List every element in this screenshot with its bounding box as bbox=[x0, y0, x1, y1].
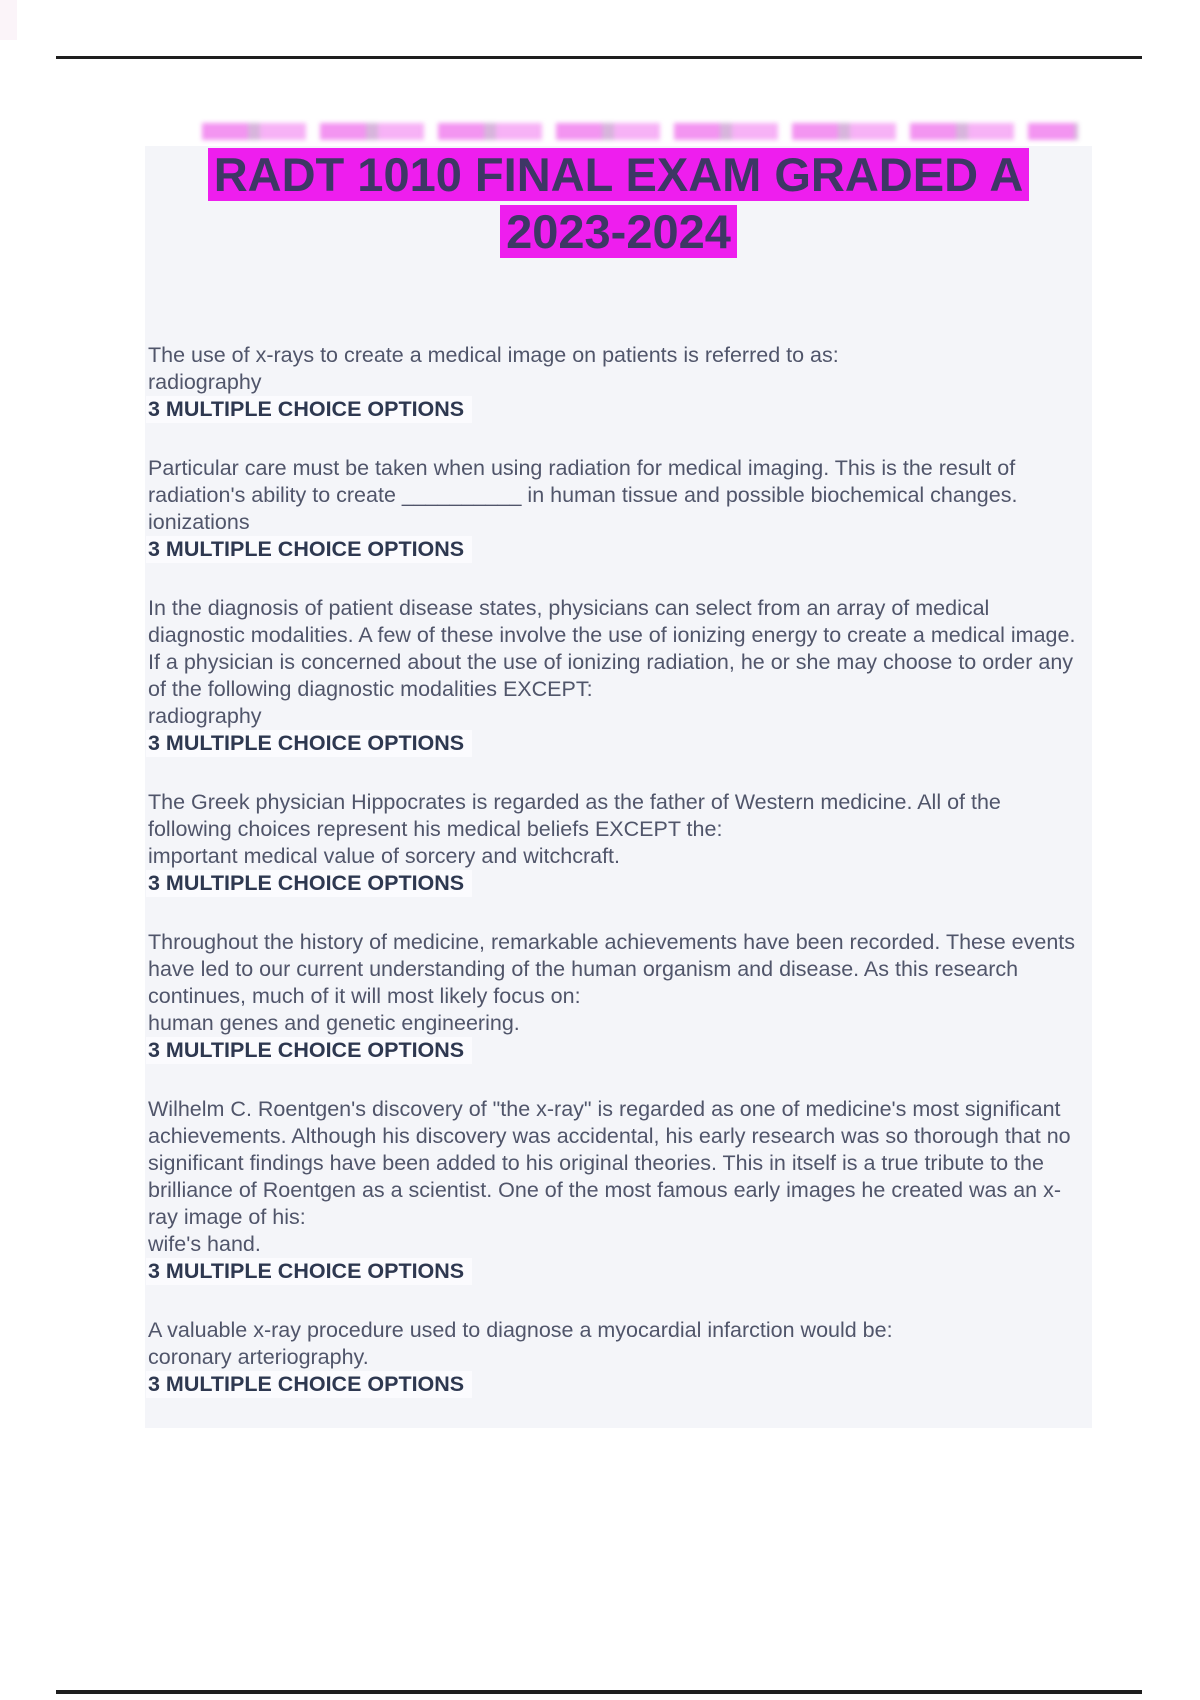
question-text: Throughout the history of medicine, remarkable achievements have been recorded. These events have led to our current understanding of the human organism and disease. As this research continues, much of it will most likely focus on: bbox=[148, 930, 1076, 1008]
options-label-row bbox=[148, 730, 1088, 757]
answer-text: ionizations bbox=[148, 510, 250, 534]
qa-item bbox=[148, 1317, 1088, 1398]
qa-item bbox=[148, 1096, 1088, 1285]
qa-item bbox=[148, 595, 1088, 757]
options-label-row bbox=[148, 536, 1088, 563]
qa-item bbox=[148, 929, 1088, 1064]
answer-text: coronary arteriography. bbox=[148, 1345, 369, 1369]
options-count-label: 3 MULTIPLE CHOICE OPTIONS bbox=[146, 1371, 472, 1398]
question-text: The use of x-rays to create a medical image on patients is referred to as: bbox=[148, 343, 839, 367]
question-text: A valuable x-ray procedure used to diagnose a myocardial infarction would be: bbox=[148, 1318, 893, 1342]
document-title bbox=[145, 146, 1092, 260]
answer-text: wife's hand. bbox=[148, 1232, 261, 1256]
answer-text: radiography bbox=[148, 704, 262, 728]
options-label-row bbox=[148, 870, 1088, 897]
options-label-row bbox=[148, 1371, 1088, 1398]
question-text: Particular care must be taken when using radiation for medical imaging. This is the result of radiation's ability to create __________ in human tissue and possible biochemical changes. bbox=[148, 456, 1018, 507]
scan-corner-artifact bbox=[0, 0, 17, 40]
options-count-label: 3 MULTIPLE CHOICE OPTIONS bbox=[146, 730, 472, 757]
options-count-label: 3 MULTIPLE CHOICE OPTIONS bbox=[146, 870, 472, 897]
options-count-label: 3 MULTIPLE CHOICE OPTIONS bbox=[146, 1037, 472, 1064]
qa-item bbox=[148, 789, 1088, 897]
qa-list bbox=[145, 342, 1092, 1398]
top-horizontal-rule bbox=[56, 56, 1142, 59]
options-label-row bbox=[148, 1037, 1088, 1064]
options-count-label: 3 MULTIPLE CHOICE OPTIONS bbox=[146, 536, 472, 563]
options-label-row bbox=[148, 1258, 1088, 1285]
content-panel bbox=[145, 146, 1092, 1428]
options-count-label: 3 MULTIPLE CHOICE OPTIONS bbox=[146, 396, 472, 423]
document-title-line-2: 2023-2024 bbox=[145, 203, 1092, 260]
options-label-row bbox=[148, 396, 1088, 423]
qa-item bbox=[148, 342, 1088, 423]
question-text: In the diagnosis of patient disease states, physicians can select from an array of medical diagnostic modalities. A few of these involve the use of ionizing energy to create a medical image. If a physician is concerned about the use of ionizing radiation, he or she may choose to order any of the following diagnostic modalities EXCEPT: bbox=[148, 596, 1076, 701]
answer-text: radiography bbox=[148, 370, 262, 394]
document-title-line-1: RADT 1010 FINAL EXAM GRADED A bbox=[145, 146, 1092, 203]
answer-text: important medical value of sorcery and witchcraft. bbox=[148, 844, 621, 868]
question-text: Wilhelm C. Roentgen's discovery of "the x-ray" is regarded as one of medicine's most significant achievements. Although his discovery was accidental, his early research was so thorough that no significant findings have been added to his original theories. This in itself is a true tribute to the brilliance of Roentgen as a scientist. One of the most famous early images he created was an x-ray image of his: bbox=[148, 1097, 1071, 1229]
answer-text: human genes and genetic engineering. bbox=[148, 1011, 520, 1035]
question-text: The Greek physician Hippocrates is regarded as the father of Western medicine. All of the following choices represent his medical beliefs EXCEPT the: bbox=[148, 790, 1001, 841]
bottom-horizontal-rule bbox=[56, 1690, 1142, 1694]
qa-item bbox=[148, 455, 1088, 563]
title-ghost-artifact bbox=[202, 123, 1078, 140]
options-count-label: 3 MULTIPLE CHOICE OPTIONS bbox=[146, 1258, 472, 1285]
